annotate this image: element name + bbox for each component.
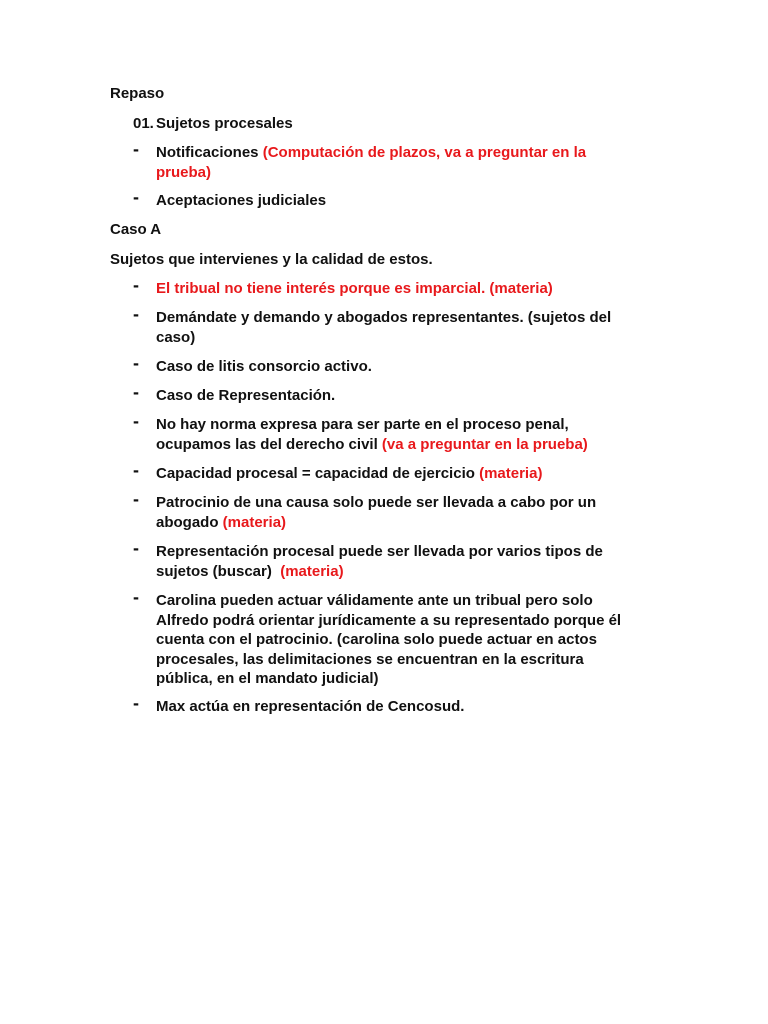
item-line: caso): [156, 328, 196, 346]
item-line: [156, 513, 633, 533]
item-note: El tribual no tiene interés porque es imparcial. (materia): [156, 280, 553, 297]
heading-repaso: Repaso: [110, 85, 165, 102]
item-text: Max actúa en representación de Cencosud.: [156, 698, 465, 715]
bullet-dash: -: [133, 139, 139, 159]
item-note: (Computación de plazos, va a preguntar en la: [262, 144, 587, 161]
list-item: [133, 382, 633, 406]
item-text: abogado: [156, 513, 223, 531]
item-line: Demándate y demando y abogados representantes. (sujetos del: [156, 309, 612, 326]
bullet-dash: -: [133, 460, 139, 480]
item-label: Sujetos procesales: [156, 115, 293, 132]
item-note: (materia): [280, 562, 344, 580]
list-item: [133, 587, 633, 689]
list-item: [133, 693, 633, 717]
bullet-dash: -: [133, 587, 139, 607]
bullet-dash: -: [133, 187, 139, 207]
bullet-dash: -: [133, 304, 139, 324]
item-note: (materia): [479, 465, 543, 482]
list-item: [133, 411, 633, 454]
list-item: [133, 538, 633, 581]
item-line: cuenta con el patrocinio. (carolina solo puede actuar en actos: [156, 631, 597, 648]
item-number: 01.: [133, 115, 154, 132]
item-text: sujetos (buscar): [156, 562, 281, 580]
bullet-dash: -: [133, 353, 139, 373]
bullet-dash: -: [133, 538, 139, 558]
item-line: Representación procesal puede ser llevada por varios tipos de: [156, 543, 603, 560]
item-text: Caso de litis consorcio activo.: [156, 358, 372, 375]
list-item: [133, 275, 633, 299]
caso-subtitle: Sujetos que intervienes y la calidad de estos.: [110, 251, 433, 268]
item-line: procesales, las delimitaciones se encuentran en la escritura: [156, 650, 584, 668]
item-note: (materia): [222, 513, 287, 531]
numbered-item: [133, 114, 633, 134]
item-line: [156, 435, 633, 455]
bullet-dash: -: [133, 275, 139, 295]
item-text: Aceptaciones judiciales: [156, 192, 327, 209]
list-item: [133, 460, 633, 484]
bullet-dash: -: [133, 489, 139, 509]
item-note: (va a preguntar en la prueba): [381, 435, 588, 453]
item-line: Alfredo podrá orientar jurídicamente a su representado porque él: [156, 611, 622, 629]
list-item: [133, 489, 633, 532]
item-line: Patrocinio de una causa solo puede ser llevada a cabo por un: [156, 494, 597, 511]
list-item: [133, 187, 633, 211]
item-line: [156, 562, 633, 582]
item-note: prueba): [156, 163, 212, 181]
caso-title: Caso A: [110, 221, 162, 238]
bullet-dash: -: [133, 693, 139, 713]
list-item: [133, 139, 633, 182]
bullet-dash: -: [133, 411, 139, 431]
item-line: Carolina pueden actuar válidamente ante un tribual pero solo: [156, 592, 593, 609]
bullet-dash: -: [133, 382, 139, 402]
item-line: [156, 163, 633, 183]
item-text: ocupamos las del derecho civil: [156, 435, 382, 453]
item-text: Capacidad procesal = capacidad de ejercicio: [156, 465, 480, 482]
list-item: [133, 353, 633, 377]
list-item: [133, 304, 633, 347]
item-line: [156, 143, 633, 163]
item-line: pública, en el mandato judicial): [156, 670, 379, 687]
item-line: No hay norma expresa para ser parte en el proceso penal,: [156, 416, 569, 433]
item-text: Caso de Representación.: [156, 387, 336, 404]
item-text: Notificaciones: [156, 144, 263, 161]
